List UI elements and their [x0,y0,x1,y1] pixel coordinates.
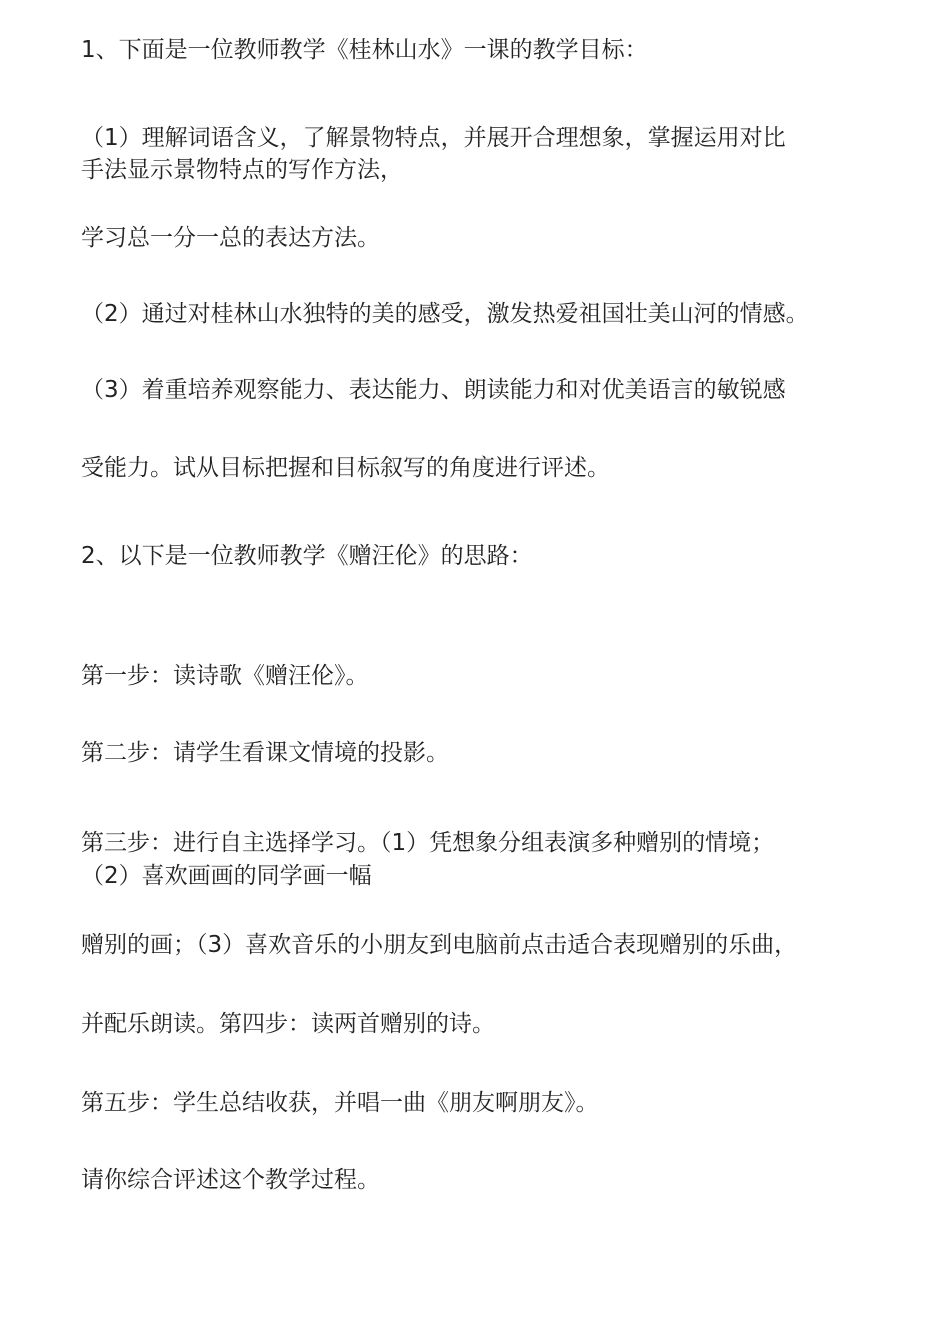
question-2-heading: 2、以下是一位教师教学《赠汪伦》的思路： [81,543,533,569]
objective-2: （2）通过对桂林山水独特的美的感受，激发热爱祖国壮美山河的情感。 [81,301,809,327]
objective-1-line-2: 手法显示景物特点的写作方法， [81,157,403,183]
objective-3-line-1: （3）着重培养观察能力、表达能力、朗读能力和对优美语言的敏锐感 [81,377,786,403]
step-5: 第五步：学生总结收获，并唱一曲《朋友啊朋友》。 [81,1090,599,1116]
objective-3-line-2: 受能力。试从目标把握和目标叙写的角度进行评述。 [81,455,610,481]
step-2: 第二步：请学生看课文情境的投影。 [81,740,449,766]
step-3-line-1: 第三步：进行自主选择学习。（1）凭想象分组表演多种赠别的情境； [81,830,775,856]
step-3-line-3: 赠别的画；（3）喜欢音乐的小朋友到电脑前点击适合表现赠别的乐曲， [81,932,798,958]
question-2-prompt: 请你综合评述这个教学过程。 [81,1167,380,1193]
step-1: 第一步：读诗歌《赠汪伦》。 [81,663,369,689]
step-3-line-2: （2）喜欢画画的同学画一幅 [81,863,372,889]
step-3-line-4: 并配乐朗读。第四步：读两首赠别的诗。 [81,1011,495,1037]
objective-1-line-1: （1）理解词语含义，了解景物特点，并展开合理想象，掌握运用对比 [81,125,786,151]
objective-1-line-3: 学习总一分一总的表达方法。 [81,225,380,251]
question-1-heading: 1、下面是一位教师教学《桂林山水》一课的教学目标： [81,37,648,63]
